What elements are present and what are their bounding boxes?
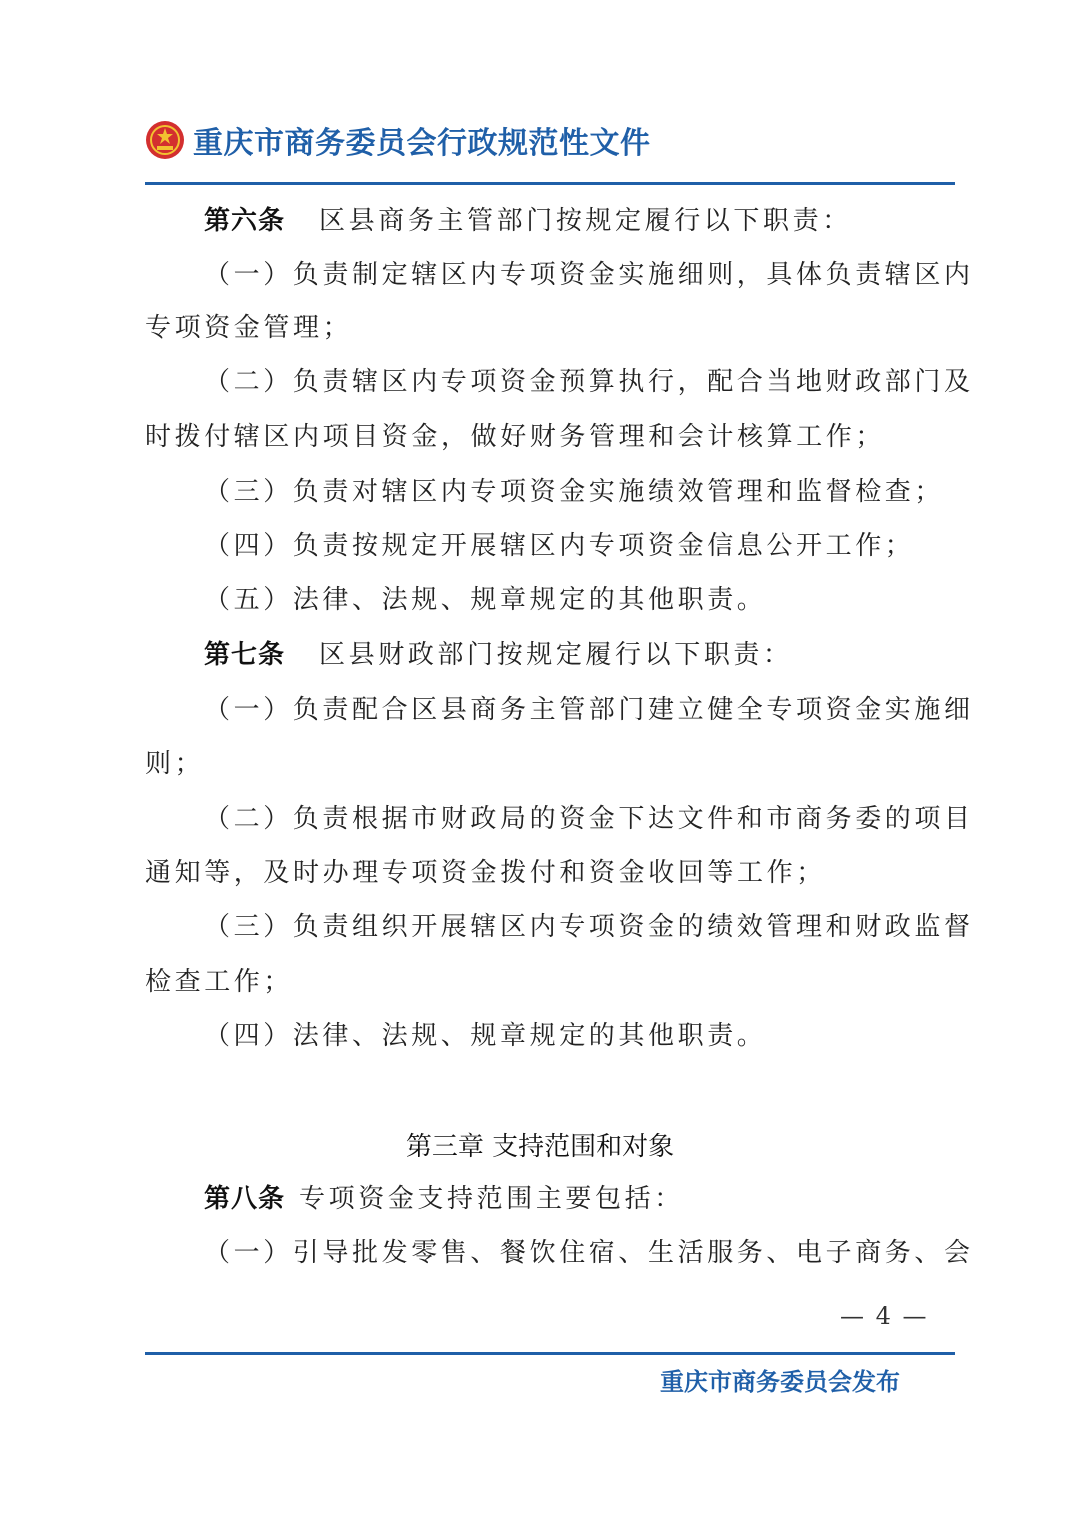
footer-publisher: 重庆市商务委员会发布 [660,1368,900,1396]
article-7-item-2-line-1: （二）负责根据市财政局的资金下达文件和市商务委的项目 [204,804,974,834]
header-divider [145,182,955,185]
footer-divider [145,1352,955,1355]
article-6-item-2-line-1: （二）负责辖区内专项资金预算执行，配合当地财政部门及 [204,367,974,397]
chapter-3-title: 第三章 支持范围和对象 [405,1132,675,1162]
article-6-text: 区县商务主管部门按规定履行以下职责： [319,206,852,236]
article-7-item-1-line-2: 则； [145,749,205,779]
article-6-label: 第六条 [204,206,286,236]
header-title: 重庆市商务委员会行政规范性文件 [193,126,651,161]
article-7-label: 第七条 [204,640,286,670]
article-6-item-1-line-2: 专项资金管理； [145,313,353,343]
article-7-item-1-line-1: （一）负责配合区县商务主管部门建立健全专项资金实施细 [204,695,974,725]
article-7-text: 区县财政部门按规定履行以下职责： [319,640,793,670]
document-header [145,118,651,162]
article-6-item-3: （三）负责对辖区内专项资金实施绩效管理和监督检查； [204,477,945,507]
article-6-heading [204,204,852,238]
article-6-item-5: （五）法律、法规、规章规定的其他职责。 [204,585,767,615]
article-7-heading [204,638,793,672]
article-7-item-3-line-1: （三）负责组织开展辖区内专项资金的绩效管理和财政监督 [204,912,974,942]
article-7-item-2-line-2: 通知等，及时办理专项资金拨付和资金收回等工作； [145,858,826,888]
article-6-item-1-line-1: （一）负责制定辖区内专项资金实施细则，具体负责辖区内 [204,260,974,290]
article-8-heading [204,1182,684,1216]
article-8-text: 专项资金支持范围主要包括： [299,1184,684,1214]
national-emblem-icon [145,120,185,160]
article-7-item-4: （四）法律、法规、规章规定的其他职责。 [204,1021,767,1051]
article-8-label: 第八条 [204,1184,286,1214]
article-6-item-4: （四）负责按规定开展辖区内专项资金信息公开工作； [204,531,915,561]
article-6-item-2-line-2: 时拨付辖区内项目资金，做好财务管理和会计核算工作； [145,422,886,452]
article-7-item-3-line-2: 检查工作； [145,967,294,997]
article-8-item-1-line-1: （一）引导批发零售、餐饮住宿、生活服务、电子商务、会 [204,1238,974,1268]
page-number: — 4 — [840,1302,929,1330]
